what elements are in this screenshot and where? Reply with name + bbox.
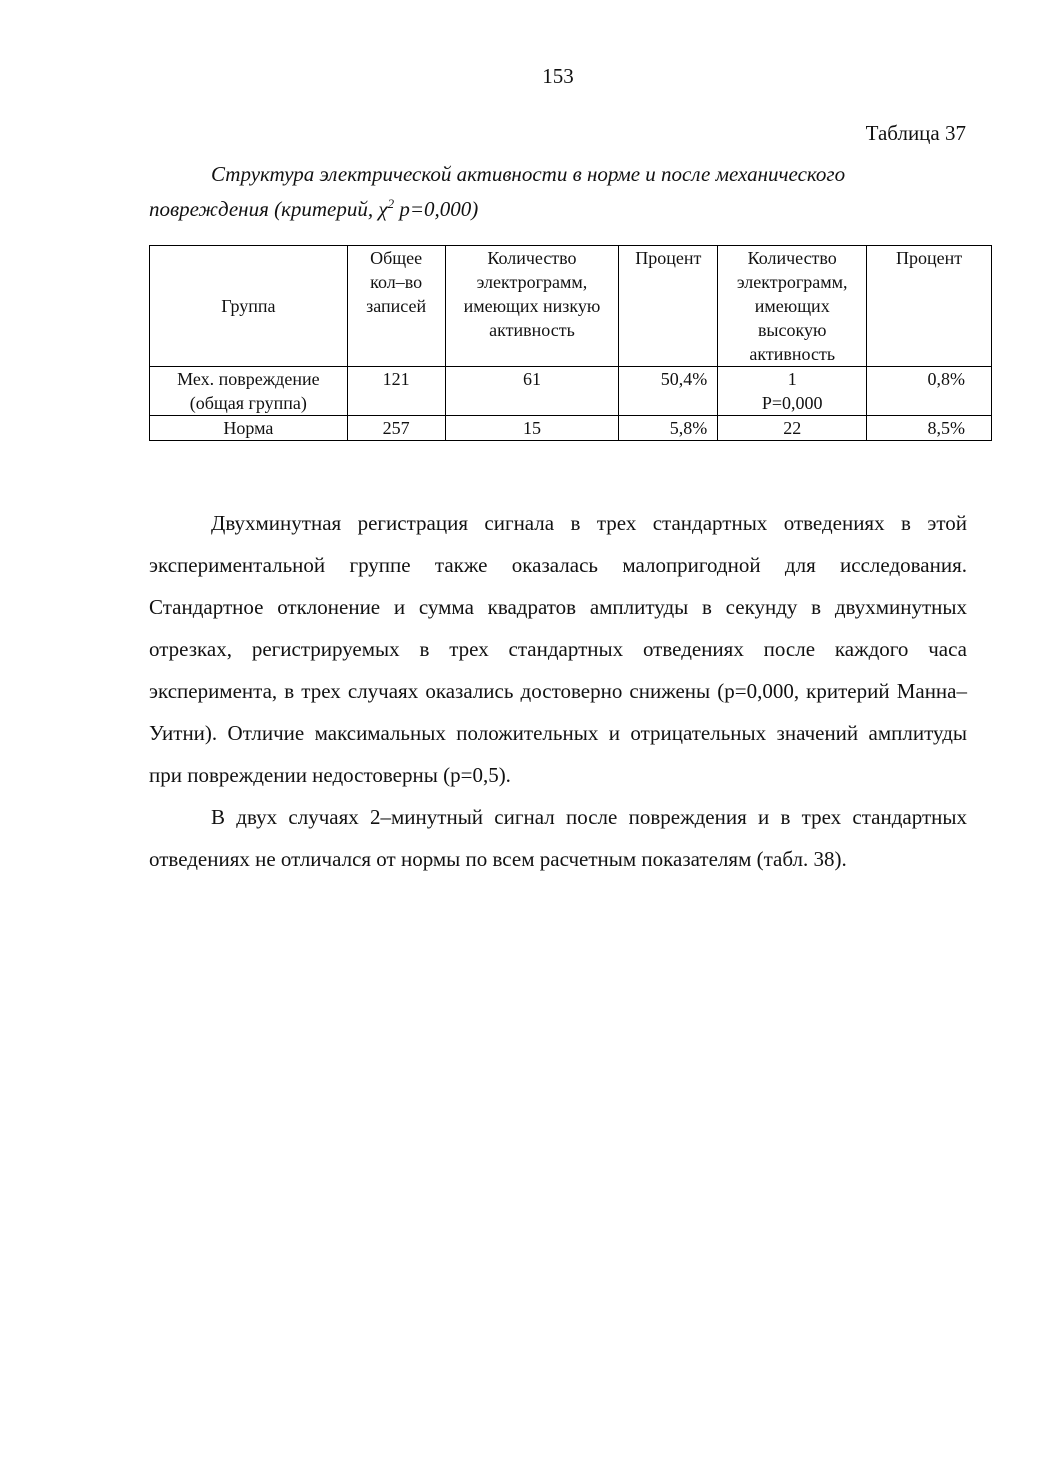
caption-line-1: Структура электрической активности в норме и после механического — [211, 162, 846, 186]
caption-superscript: 2 — [387, 196, 395, 211]
header-low-count: Количество электрограмм, имеющих низкую активность — [445, 246, 619, 367]
paragraph: В двух случаях 2–минутный сигнал после повреждения и в трех стандартных отведениях не отличался от нормы по всем расчетным показателям (табл. 38). — [149, 805, 967, 871]
cell-low-count: 61 — [445, 367, 619, 416]
cell-low-percent: 5,8% — [619, 416, 718, 441]
paragraph: Двухминутная регистрация сигнала в трех стандартных отведениях в этой экспериментальной группе также оказалась малопригодной для исследования. Стандартное отклонение и сумма квадратов амплитуды в секунду в двухминутных отрезках, регистрируемых в трех стандартных отведениях после каждого часа эксперимента, в трех случаях оказались достоверно снижены (p=0,000, критерий Манна–Уитни). Отличие максимальных положительных и отрицательных значений амплитуды при повреждении недостоверны (p=0,5). — [149, 511, 967, 787]
header-group: Группа — [150, 246, 348, 367]
cell-high-count — [718, 367, 867, 416]
table-header-row — [150, 246, 992, 367]
table-row — [150, 367, 992, 416]
cell-group: Мех. повреждение (общая группа) — [150, 367, 348, 416]
cell-high-count-value: 1 — [787, 369, 797, 389]
caption-line-2-end: p=0,000) — [394, 197, 479, 221]
page-number: 153 — [542, 64, 574, 88]
header-low-percent: Процент — [619, 246, 718, 367]
cell-high-count: 22 — [718, 416, 867, 441]
cell-low-percent: 50,4% — [619, 367, 718, 416]
caption-line-2-text: повреждения (критерий, χ — [149, 197, 388, 221]
cell-high-percent: 0,8% — [867, 367, 992, 416]
header-total: Общее кол–во записей — [347, 246, 445, 367]
table-caption — [149, 160, 967, 224]
cell-total: 121 — [347, 367, 445, 416]
table-row — [150, 416, 992, 441]
cell-high-count-note: P=0,000 — [761, 393, 823, 413]
data-table — [149, 245, 992, 441]
cell-high-percent: 8,5% — [867, 416, 992, 441]
caption-line-2 — [149, 197, 478, 221]
cell-total: 257 — [347, 416, 445, 441]
body-text — [149, 502, 967, 880]
header-high-percent: Процент — [867, 246, 992, 367]
table-label: Таблица 37 — [865, 121, 966, 145]
header-high-count: Количество электрограмм, имеющих высокую активность — [718, 246, 867, 367]
cell-low-count: 15 — [445, 416, 619, 441]
cell-group: Норма — [150, 416, 348, 441]
